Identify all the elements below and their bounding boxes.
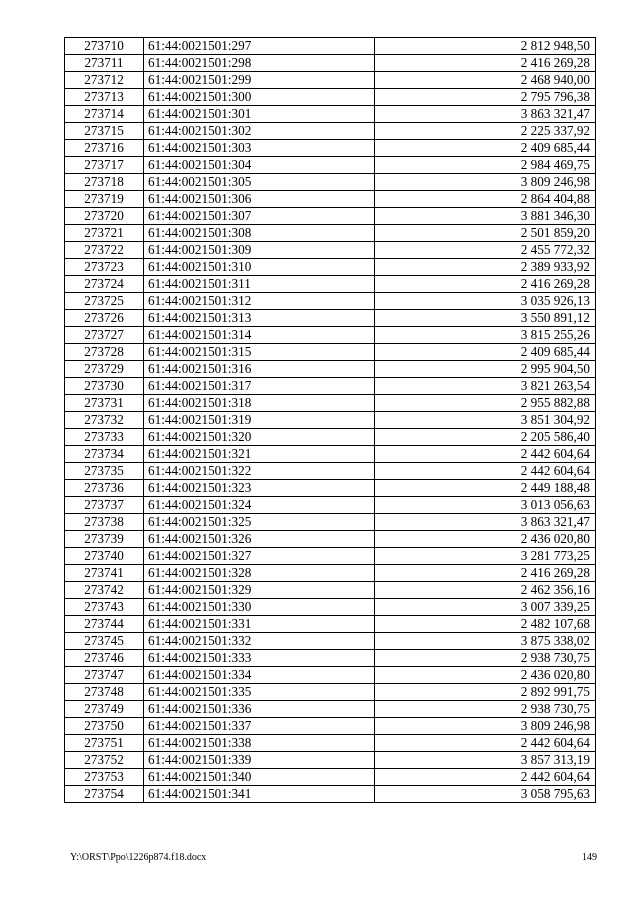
table-row (65, 242, 596, 259)
cadastral-number-cell: 61:44:0021501:333 (144, 650, 375, 667)
cadastral-number-cell: 61:44:0021501:341 (144, 786, 375, 803)
row-number-cell: 273715 (65, 123, 144, 140)
table-row (65, 412, 596, 429)
cadastral-number-cell: 61:44:0021501:303 (144, 140, 375, 157)
row-number-cell: 273728 (65, 344, 144, 361)
row-number-cell: 273735 (65, 463, 144, 480)
value-cell: 2 501 859,20 (375, 225, 596, 242)
cadastral-number-cell: 61:44:0021501:325 (144, 514, 375, 531)
cadastral-number-cell: 61:44:0021501:299 (144, 72, 375, 89)
value-cell: 2 449 188,48 (375, 480, 596, 497)
cadastral-number-cell: 61:44:0021501:314 (144, 327, 375, 344)
value-cell: 2 468 940,00 (375, 72, 596, 89)
row-number-cell: 273724 (65, 276, 144, 293)
table-row (65, 378, 596, 395)
value-cell: 2 938 730,75 (375, 650, 596, 667)
table-row (65, 752, 596, 769)
value-cell: 3 863 321,47 (375, 514, 596, 531)
table-row (65, 259, 596, 276)
cadastral-number-cell: 61:44:0021501:338 (144, 735, 375, 752)
value-cell: 2 984 469,75 (375, 157, 596, 174)
row-number-cell: 273727 (65, 327, 144, 344)
value-cell: 2 416 269,28 (375, 55, 596, 72)
cadastral-number-cell: 61:44:0021501:337 (144, 718, 375, 735)
table-row (65, 276, 596, 293)
table-row (65, 582, 596, 599)
value-cell: 3 550 891,12 (375, 310, 596, 327)
table-row (65, 480, 596, 497)
row-number-cell: 273734 (65, 446, 144, 463)
footer-page-number: 149 (582, 852, 597, 863)
value-cell: 2 892 991,75 (375, 684, 596, 701)
table-row (65, 514, 596, 531)
value-cell: 2 995 904,50 (375, 361, 596, 378)
table-row (65, 735, 596, 752)
value-cell: 3 281 773,25 (375, 548, 596, 565)
row-number-cell: 273711 (65, 55, 144, 72)
table-row (65, 55, 596, 72)
table-row (65, 531, 596, 548)
cadastral-number-cell: 61:44:0021501:339 (144, 752, 375, 769)
value-cell: 3 058 795,63 (375, 786, 596, 803)
value-cell: 3 035 926,13 (375, 293, 596, 310)
row-number-cell: 273745 (65, 633, 144, 650)
table-row (65, 140, 596, 157)
table-row (65, 718, 596, 735)
row-number-cell: 273750 (65, 718, 144, 735)
table-row (65, 344, 596, 361)
value-cell: 3 875 338,02 (375, 633, 596, 650)
value-cell: 3 013 056,63 (375, 497, 596, 514)
cadastral-number-cell: 61:44:0021501:332 (144, 633, 375, 650)
cadastral-number-cell: 61:44:0021501:304 (144, 157, 375, 174)
cadastral-number-cell: 61:44:0021501:310 (144, 259, 375, 276)
table-row (65, 361, 596, 378)
cadastral-number-cell: 61:44:0021501:301 (144, 106, 375, 123)
cadastral-number-cell: 61:44:0021501:311 (144, 276, 375, 293)
value-cell: 2 442 604,64 (375, 463, 596, 480)
value-cell: 3 809 246,98 (375, 718, 596, 735)
table-row (65, 650, 596, 667)
row-number-cell: 273754 (65, 786, 144, 803)
value-cell: 2 795 796,38 (375, 89, 596, 106)
row-number-cell: 273744 (65, 616, 144, 633)
cadastral-number-cell: 61:44:0021501:340 (144, 769, 375, 786)
table-row (65, 463, 596, 480)
row-number-cell: 273730 (65, 378, 144, 395)
value-cell: 2 812 948,50 (375, 38, 596, 55)
value-cell: 3 881 346,30 (375, 208, 596, 225)
table-row (65, 599, 596, 616)
value-cell: 2 409 685,44 (375, 344, 596, 361)
table-body (65, 38, 596, 803)
table-row (65, 429, 596, 446)
row-number-cell: 273723 (65, 259, 144, 276)
row-number-cell: 273747 (65, 667, 144, 684)
cadastral-number-cell: 61:44:0021501:331 (144, 616, 375, 633)
row-number-cell: 273714 (65, 106, 144, 123)
cadastral-number-cell: 61:44:0021501:300 (144, 89, 375, 106)
value-cell: 3 809 246,98 (375, 174, 596, 191)
cadastral-number-cell: 61:44:0021501:313 (144, 310, 375, 327)
value-cell: 2 409 685,44 (375, 140, 596, 157)
table-row (65, 633, 596, 650)
row-number-cell: 273742 (65, 582, 144, 599)
table-row (65, 38, 596, 55)
row-number-cell: 273739 (65, 531, 144, 548)
row-number-cell: 273722 (65, 242, 144, 259)
table-row (65, 769, 596, 786)
cadastral-number-cell: 61:44:0021501:326 (144, 531, 375, 548)
row-number-cell: 273732 (65, 412, 144, 429)
table-row (65, 106, 596, 123)
row-number-cell: 273725 (65, 293, 144, 310)
row-number-cell: 273752 (65, 752, 144, 769)
value-cell: 2 436 020,80 (375, 531, 596, 548)
value-cell: 3 007 339,25 (375, 599, 596, 616)
value-cell: 2 436 020,80 (375, 667, 596, 684)
cadastral-number-cell: 61:44:0021501:321 (144, 446, 375, 463)
value-cell: 2 416 269,28 (375, 565, 596, 582)
row-number-cell: 273729 (65, 361, 144, 378)
value-cell: 2 205 586,40 (375, 429, 596, 446)
cadastral-number-cell: 61:44:0021501:336 (144, 701, 375, 718)
row-number-cell: 273733 (65, 429, 144, 446)
cadastral-number-cell: 61:44:0021501:315 (144, 344, 375, 361)
table-row (65, 310, 596, 327)
row-number-cell: 273721 (65, 225, 144, 242)
data-table (64, 37, 596, 803)
row-number-cell: 273712 (65, 72, 144, 89)
value-cell: 3 851 304,92 (375, 412, 596, 429)
row-number-cell: 273710 (65, 38, 144, 55)
table-row (65, 174, 596, 191)
footer-file-path: Y:\ORST\Ppo\1226p874.f18.docx (70, 852, 207, 863)
value-cell: 2 482 107,68 (375, 616, 596, 633)
cadastral-number-cell: 61:44:0021501:312 (144, 293, 375, 310)
cadastral-number-cell: 61:44:0021501:306 (144, 191, 375, 208)
cadastral-number-cell: 61:44:0021501:308 (144, 225, 375, 242)
row-number-cell: 273740 (65, 548, 144, 565)
row-number-cell: 273746 (65, 650, 144, 667)
value-cell: 3 815 255,26 (375, 327, 596, 344)
row-number-cell: 273713 (65, 89, 144, 106)
table-row (65, 786, 596, 803)
row-number-cell: 273741 (65, 565, 144, 582)
cadastral-number-cell: 61:44:0021501:330 (144, 599, 375, 616)
row-number-cell: 273726 (65, 310, 144, 327)
row-number-cell: 273738 (65, 514, 144, 531)
value-cell: 2 442 604,64 (375, 446, 596, 463)
value-cell: 3 821 263,54 (375, 378, 596, 395)
row-number-cell: 273737 (65, 497, 144, 514)
table-row (65, 72, 596, 89)
table-row (65, 548, 596, 565)
row-number-cell: 273753 (65, 769, 144, 786)
cadastral-number-cell: 61:44:0021501:320 (144, 429, 375, 446)
table-row (65, 157, 596, 174)
table-row (65, 565, 596, 582)
cadastral-number-cell: 61:44:0021501:298 (144, 55, 375, 72)
cadastral-number-cell: 61:44:0021501:334 (144, 667, 375, 684)
cadastral-number-cell: 61:44:0021501:327 (144, 548, 375, 565)
table-row (65, 293, 596, 310)
table-row (65, 701, 596, 718)
table-row (65, 123, 596, 140)
cadastral-number-cell: 61:44:0021501:335 (144, 684, 375, 701)
cadastral-number-cell: 61:44:0021501:302 (144, 123, 375, 140)
table-row (65, 667, 596, 684)
row-number-cell: 273718 (65, 174, 144, 191)
value-cell: 2 442 604,64 (375, 769, 596, 786)
value-cell: 2 389 933,92 (375, 259, 596, 276)
table-row (65, 208, 596, 225)
value-cell: 2 416 269,28 (375, 276, 596, 293)
cadastral-number-cell: 61:44:0021501:318 (144, 395, 375, 412)
row-number-cell: 273748 (65, 684, 144, 701)
cadastral-number-cell: 61:44:0021501:305 (144, 174, 375, 191)
row-number-cell: 273716 (65, 140, 144, 157)
table-row (65, 446, 596, 463)
value-cell: 2 955 882,88 (375, 395, 596, 412)
row-number-cell: 273749 (65, 701, 144, 718)
table-row (65, 616, 596, 633)
value-cell: 2 455 772,32 (375, 242, 596, 259)
row-number-cell: 273751 (65, 735, 144, 752)
value-cell: 2 938 730,75 (375, 701, 596, 718)
value-cell: 2 864 404,88 (375, 191, 596, 208)
row-number-cell: 273736 (65, 480, 144, 497)
cadastral-number-cell: 61:44:0021501:317 (144, 378, 375, 395)
table-row (65, 497, 596, 514)
cadastral-number-cell: 61:44:0021501:316 (144, 361, 375, 378)
value-cell: 2 462 356,16 (375, 582, 596, 599)
value-cell: 2 442 604,64 (375, 735, 596, 752)
cadastral-number-cell: 61:44:0021501:328 (144, 565, 375, 582)
row-number-cell: 273743 (65, 599, 144, 616)
table-row (65, 191, 596, 208)
row-number-cell: 273731 (65, 395, 144, 412)
table-row (65, 395, 596, 412)
value-cell: 3 857 313,19 (375, 752, 596, 769)
table-row (65, 225, 596, 242)
table-row (65, 327, 596, 344)
cadastral-number-cell: 61:44:0021501:329 (144, 582, 375, 599)
cadastral-number-cell: 61:44:0021501:319 (144, 412, 375, 429)
cadastral-number-cell: 61:44:0021501:323 (144, 480, 375, 497)
cadastral-number-cell: 61:44:0021501:307 (144, 208, 375, 225)
cadastral-number-cell: 61:44:0021501:324 (144, 497, 375, 514)
row-number-cell: 273720 (65, 208, 144, 225)
value-cell: 2 225 337,92 (375, 123, 596, 140)
cadastral-number-cell: 61:44:0021501:297 (144, 38, 375, 55)
cadastral-number-cell: 61:44:0021501:309 (144, 242, 375, 259)
table-row (65, 89, 596, 106)
table-row (65, 684, 596, 701)
cadastral-number-cell: 61:44:0021501:322 (144, 463, 375, 480)
row-number-cell: 273719 (65, 191, 144, 208)
row-number-cell: 273717 (65, 157, 144, 174)
value-cell: 3 863 321,47 (375, 106, 596, 123)
